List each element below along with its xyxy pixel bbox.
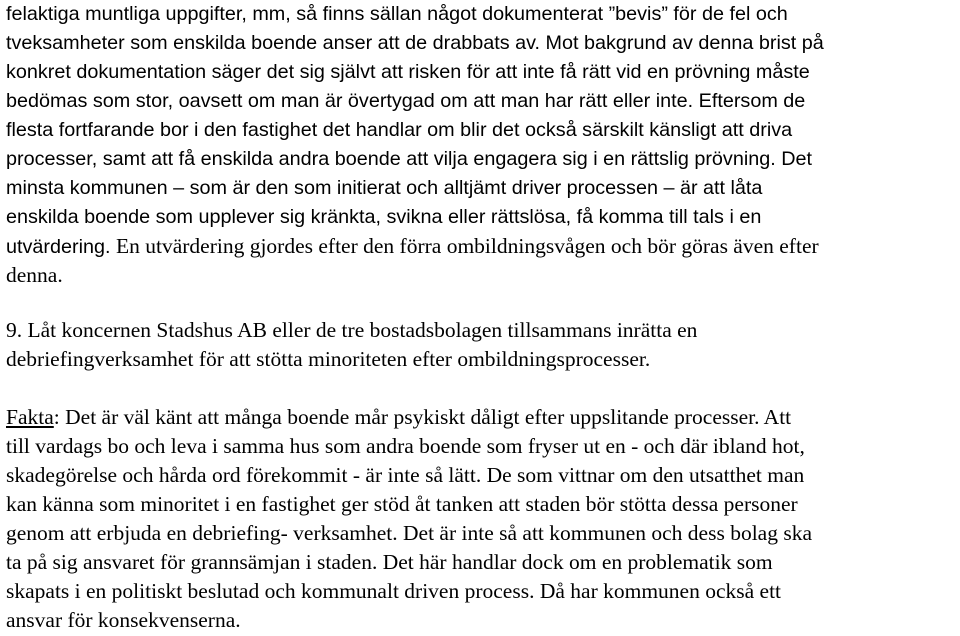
text-segment: En utvärdering gjordes efter den förra ombildningsvågen och bör göras även efter: [115, 234, 819, 258]
text-line: [6, 29, 824, 58]
text-line: [6, 490, 798, 520]
text-segment: bedömas som stor, oavsett om man är övertygad om att man har rätt eller inte. Eftersom de: [6, 90, 806, 112]
text-segment: ansvar för konsekvenserna.: [6, 608, 241, 632]
text-line: [6, 548, 773, 578]
text-segment: utvärdering.: [6, 236, 116, 258]
text-line: [6, 0, 788, 29]
text-line: [6, 577, 781, 607]
text-line: [6, 519, 812, 549]
text-segment: skadegörelse och hårda ord förekommit - är inte så lätt. De som vittnar om den utsatthet man: [6, 463, 805, 487]
text-line: [6, 261, 63, 291]
text-line: [6, 432, 805, 462]
text-line: [6, 87, 805, 116]
text-segment: flesta fortfarande bor i den fastighet det handlar om blir det också särskilt känsligt att driva: [6, 119, 793, 141]
text-segment: : Det är väl känt att många boende mår psykiskt dåligt efter uppslitande processer. Att: [53, 405, 792, 429]
text-segment: tveksamheter som enskilda boende anser att de drabbats av. Mot bakgrund av denna brist på: [6, 32, 824, 54]
text-line: [6, 461, 804, 491]
text-segment: konkret dokumentation säger det sig självt att risken för att inte få rätt vid en prövning måste: [6, 61, 810, 83]
text-line: [6, 116, 792, 145]
text-segment: ta på sig ansvaret för grannsämjan i staden. Det här handlar dock om en problematik som: [6, 550, 773, 574]
text-segment: 9. Låt koncernen Stadshus AB eller de tre bostadsbolagen tillsammans inrätta en: [6, 318, 698, 342]
text-line: [6, 58, 810, 87]
text-segment: processer, samt att få enskilda andra boende att vilja engagera sig i en rättslig prövning. Det: [6, 148, 812, 170]
text-segment: till vardags bo och leva i samma hus som andra boende som fryser ut en - och där ibland hot,: [6, 434, 805, 458]
underlined-label: Fakta: [6, 405, 54, 429]
text-line: [6, 145, 812, 174]
text-line: [6, 316, 697, 346]
text-line: [6, 174, 762, 203]
text-line: [6, 345, 650, 375]
text-segment: skapats i en politiskt beslutad och kommunalt driven process. Då har kommunen också ett: [6, 579, 782, 603]
text-line: [6, 203, 761, 232]
text-segment: minsta kommunen – som är den som initierat och alltjämt driver processen – är att låta: [6, 177, 763, 199]
text-segment: genom att erbjuda en debriefing- verksamhet. Det är inte så att kommunen och dess bolag ska: [6, 521, 812, 545]
text-segment: denna.: [6, 263, 63, 287]
text-segment: enskilda boende som upplever sig kränkta, svikna eller rättslösa, få komma till tals i en: [6, 206, 762, 228]
text-line: [6, 403, 791, 433]
text-line: [6, 232, 819, 262]
text-segment: felaktiga muntliga uppgifter, mm, så finns sällan något dokumenterat ”bevis” för de fel och: [6, 3, 788, 25]
text-segment: debriefingverksamhet för att stötta minoriteten efter ombildningsprocesser.: [6, 347, 651, 371]
text-segment: kan känna som minoritet i en fastighet ger stöd åt tanken att staden bör stötta dessa personer: [6, 492, 798, 516]
